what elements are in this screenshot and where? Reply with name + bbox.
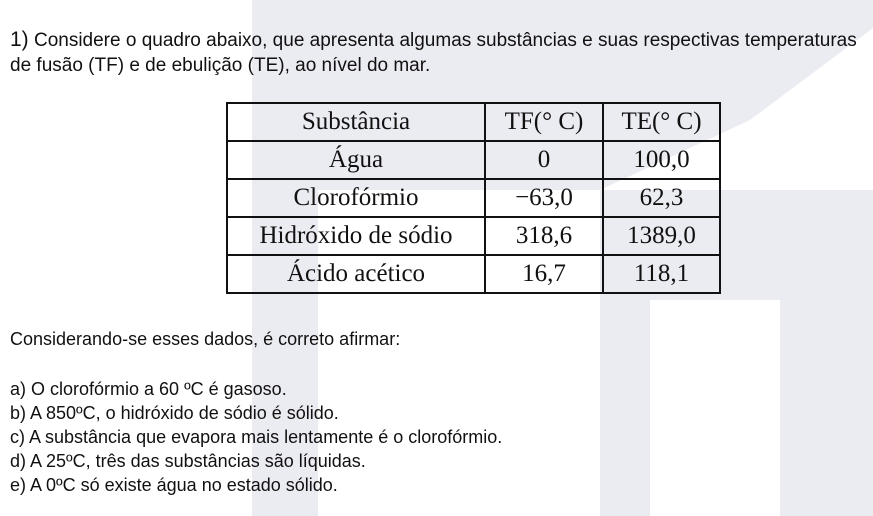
cell-tf: 16,7	[485, 255, 603, 293]
substances-table	[226, 102, 721, 294]
question-prompt: Considerando-se esses dados, é correto afirmar:	[10, 329, 401, 349]
question-text	[10, 27, 865, 78]
cell-substance: Ácido acético	[227, 255, 485, 293]
cell-substance: Hidróxido de sódio	[227, 217, 485, 255]
answer-options	[10, 377, 502, 497]
cell-tf: 0	[485, 141, 603, 179]
table-row	[227, 179, 720, 217]
question-number: 1)	[10, 28, 29, 51]
cell-te: 1389,0	[603, 217, 720, 255]
option-d: d) A 25ºC, três das substâncias são líquidas.	[10, 451, 366, 471]
question-statement: Considere o quadro abaixo, que apresenta algumas substâncias e suas respectivas temperaturas de fusão (TF) e de ebulição (TE), ao nível do mar.	[10, 30, 857, 76]
header-te: TE(° C)	[603, 103, 720, 141]
table-row	[227, 141, 720, 179]
header-tf: TF(° C)	[485, 103, 603, 141]
cell-te: 62,3	[603, 179, 720, 217]
cell-te: 100,0	[603, 141, 720, 179]
cell-te: 118,1	[603, 255, 720, 293]
table-row	[227, 217, 720, 255]
option-c: c) A substância que evapora mais lentamente é o clorofórmio.	[10, 427, 503, 447]
option-e: e) A 0ºC só existe água no estado sólido.	[10, 475, 338, 495]
cell-tf: 318,6	[485, 217, 603, 255]
cell-substance: Clorofórmio	[227, 179, 485, 217]
cell-substance: Água	[227, 141, 485, 179]
table-header-row	[227, 103, 720, 141]
cell-tf: −63,0	[485, 179, 603, 217]
header-substancia: Substância	[227, 103, 485, 141]
option-b: b) A 850ºC, o hidróxido de sódio é sólido.	[10, 403, 339, 423]
option-a: a) O clorofórmio a 60 ºC é gasoso.	[10, 379, 287, 399]
table-row	[227, 255, 720, 293]
